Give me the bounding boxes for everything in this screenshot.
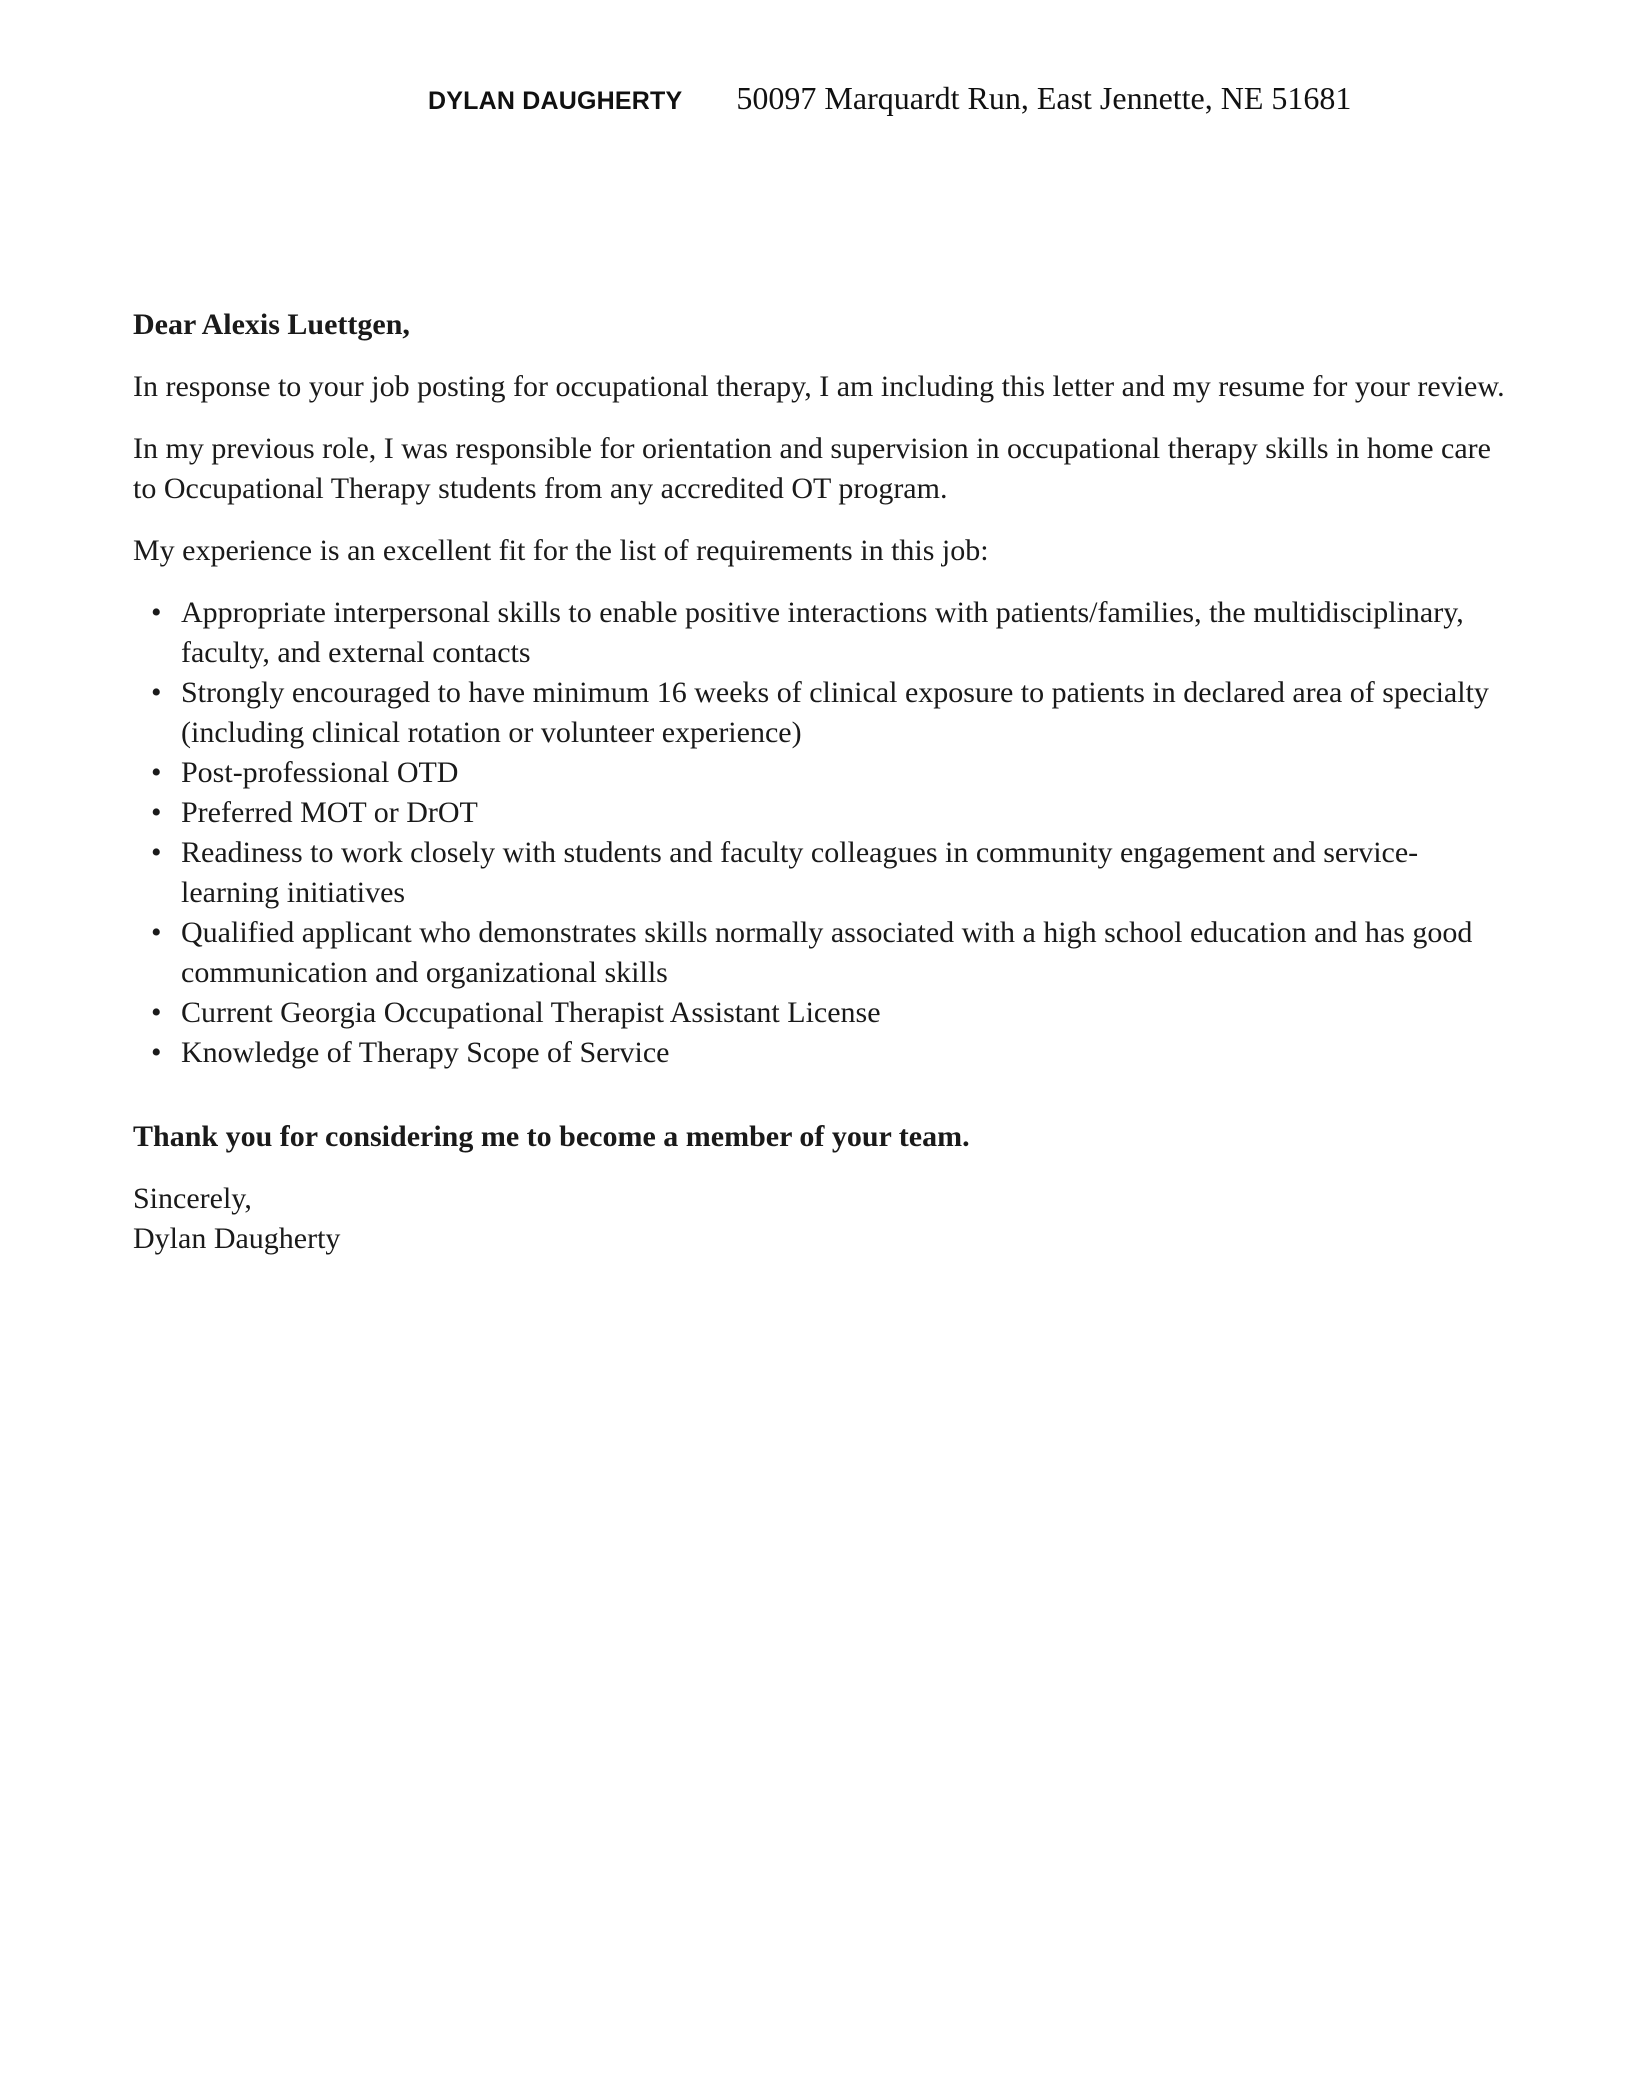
list-item bbox=[151, 593, 1513, 673]
list-item-text: Readiness to work closely with students and faculty colleagues in community engagement and service-learning initiatives bbox=[181, 836, 1419, 909]
list-item bbox=[151, 673, 1513, 753]
list-item-text: Knowledge of Therapy Scope of Service bbox=[181, 1036, 670, 1069]
letter-body bbox=[133, 305, 1513, 1259]
list-item-text: Preferred MOT or DrOT bbox=[181, 796, 478, 829]
experience-paragraph: In my previous role, I was responsible for orientation and supervision in occupational therapy skills in home care to Occupational Therapy students from any accredited OT program. bbox=[133, 432, 1491, 505]
list-item bbox=[151, 793, 1513, 833]
list-item bbox=[151, 753, 1513, 793]
signoff: Sincerely, bbox=[133, 1182, 252, 1215]
bullet-icon: • bbox=[151, 996, 162, 1029]
bullet-icon: • bbox=[151, 1036, 162, 1069]
closing-statement: Thank you for considering me to become a member of your team. bbox=[133, 1120, 970, 1153]
list-item-text: Qualified applicant who demonstrates skills normally associated with a high school education and has good communication and organizational skills bbox=[181, 916, 1473, 989]
list-item bbox=[151, 1033, 1513, 1073]
bullet-icon: • bbox=[151, 756, 162, 789]
bullet-icon: • bbox=[151, 676, 162, 709]
requirements-list bbox=[133, 593, 1513, 1073]
list-item bbox=[151, 833, 1513, 913]
bullet-icon: • bbox=[151, 796, 162, 829]
sender-name: DYLAN DAUGHERTY bbox=[428, 87, 683, 115]
salutation: Dear Alexis Luettgen, bbox=[133, 308, 410, 341]
list-item-text: Post-professional OTD bbox=[181, 756, 459, 789]
bullet-icon: • bbox=[151, 596, 162, 629]
list-item-text: Appropriate interpersonal skills to enable positive interactions with patients/families, the multidisciplinary, faculty, and external contacts bbox=[181, 596, 1464, 669]
bullet-icon: • bbox=[151, 916, 162, 949]
signoff-block bbox=[133, 1179, 1513, 1259]
list-item bbox=[151, 913, 1513, 993]
list-item-text: Current Georgia Occupational Therapist Assistant License bbox=[181, 996, 881, 1029]
intro-paragraph: In response to your job posting for occupational therapy, I am including this letter and my resume for your review. bbox=[133, 370, 1505, 403]
list-item bbox=[151, 993, 1513, 1033]
letter-header bbox=[428, 80, 1351, 120]
requirements-intro: My experience is an excellent fit for the list of requirements in this job: bbox=[133, 534, 989, 567]
signature-name: Dylan Daugherty bbox=[133, 1222, 341, 1255]
bullet-icon: • bbox=[151, 836, 162, 869]
list-item-text: Strongly encouraged to have minimum 16 weeks of clinical exposure to patients in declared area of specialty (including clinical rotation or volunteer experience) bbox=[181, 676, 1489, 749]
sender-address: 50097 Marquardt Run, East Jennette, NE 51681 bbox=[736, 80, 1352, 116]
